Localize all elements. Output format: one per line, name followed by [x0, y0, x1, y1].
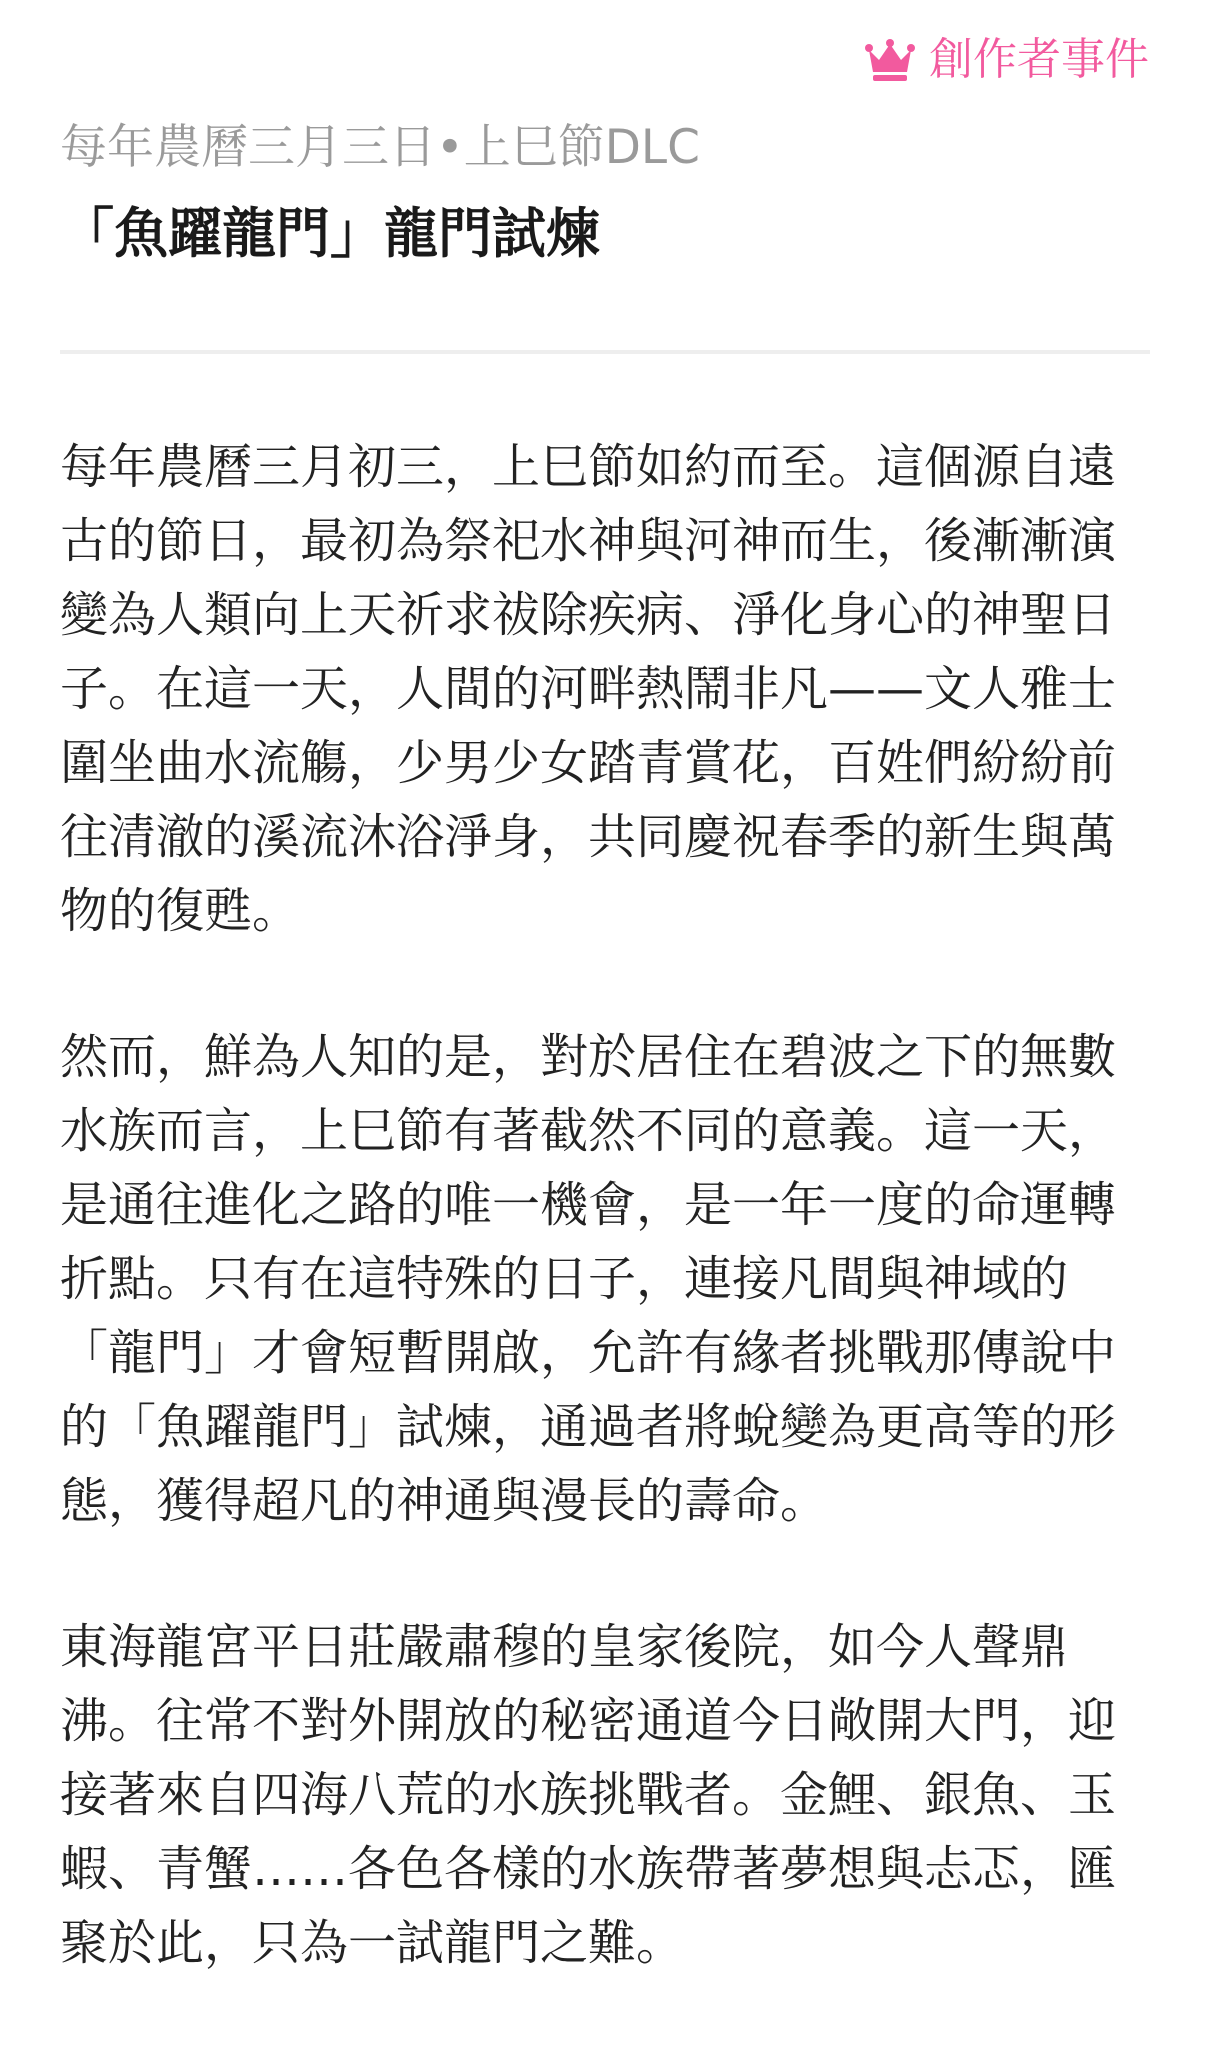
- story-paragraph: 然而，鮮為人知的是，對於居住在碧波之下的無數水族而言，上巳節有著截然不同的意義。這一天，是通往進化之路的唯一機會，是一年一度的命運轉折點。只有在這特殊的日子，連接凡間與神域的「龍門」才會短暫開啟，允許有緣者挑戰那傳說中的「魚躍龍門」試煉，通過者將蛻變為更高等的形態，獲得超凡的神通與漫長的壽命。: [60, 1029, 1117, 1529]
- page-title: 「魚躍龍門」龍門試煉: [60, 202, 600, 265]
- creator-event-label: 創作者事件: [929, 34, 1149, 85]
- story-paragraph: 每年農曆三月初三，上巳節如約而至。這個源自遠古的節日，最初為祭祀水神與河神而生，後漸漸演變為人類向上天祈求祓除疾病、淨化身心的神聖日子。在這一天，人間的河畔熱鬧非凡——文人雅士圍坐曲水流觴，少男少女踏青賞花，百姓們紛紛前往清澈的溪流沐浴淨身，共同慶祝春季的新生與萬物的復甦。: [60, 439, 1117, 939]
- story-content: [60, 430, 1150, 2052]
- crown-icon: [865, 38, 915, 82]
- creator-event-badge[interactable]: [865, 34, 1149, 86]
- header-divider: [60, 350, 1150, 354]
- story-paragraph: 東海龍宮平日莊嚴肅穆的皇家後院，如今人聲鼎沸。往常不對外開放的秘密通道今日敞開大門，迎接著來自四海八荒的水族挑戰者。金鯉、銀魚、玉蝦、青蟹……各色各樣的水族帶著夢想與忐忑，匯聚於此，只為一試龍門之難。: [60, 1619, 1117, 1971]
- event-subtitle: 每年農曆三月三日•上巳節DLC: [60, 120, 700, 175]
